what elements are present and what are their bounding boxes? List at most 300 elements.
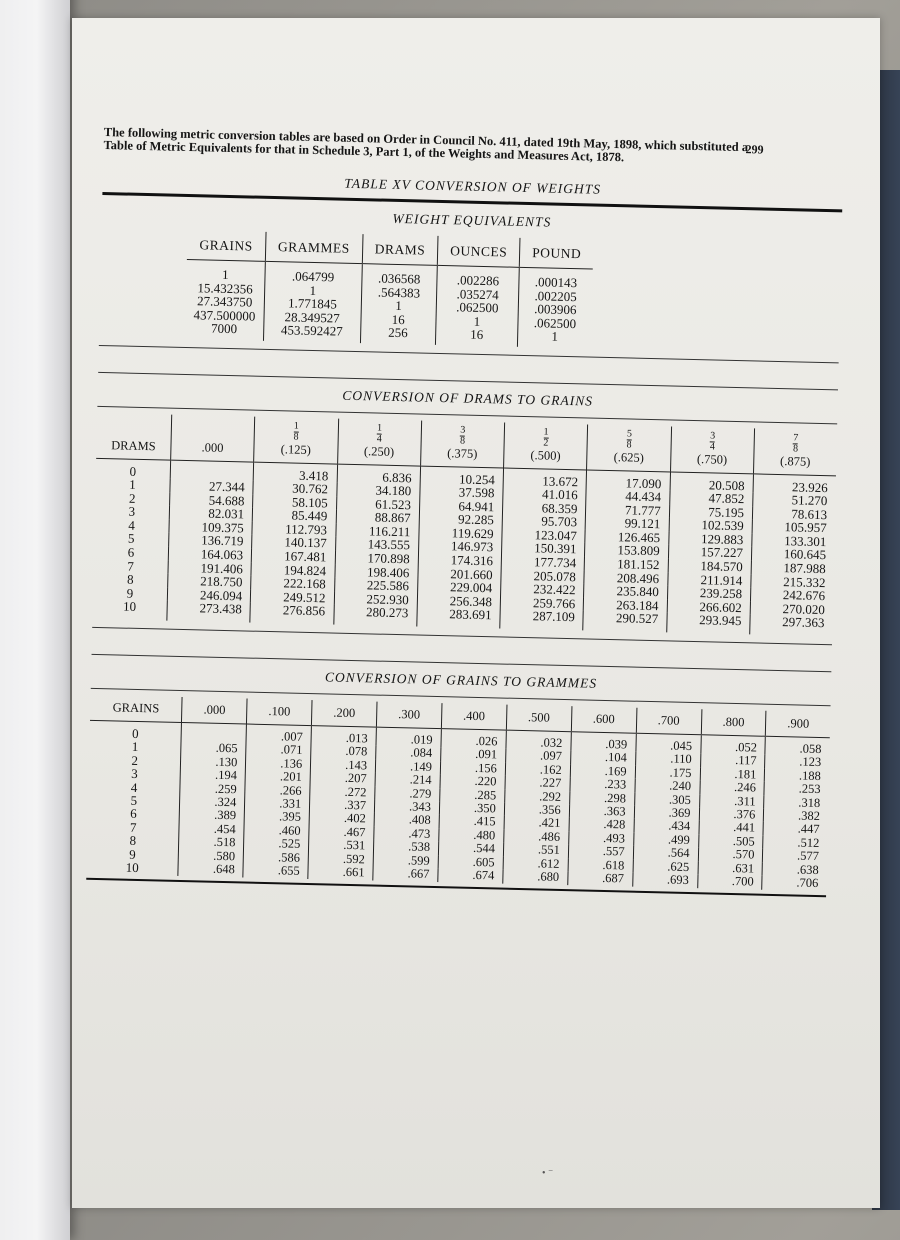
col-header: POUND xyxy=(519,238,593,269)
equivalent-value: 7000 xyxy=(210,320,238,337)
column-header: .200 xyxy=(312,700,377,727)
equivalent-value: .000143 xyxy=(534,274,578,291)
table-cell: .480 xyxy=(439,828,504,843)
equivalent-value: .002286 xyxy=(456,272,500,289)
table-cell: 13.672 xyxy=(503,468,587,489)
table-cell: .272 xyxy=(310,785,375,800)
table-cell: .605 xyxy=(438,855,503,870)
weight-equivalents-heading: WEIGHT EQUIVALENTS xyxy=(392,210,552,230)
decimal-label: (.500) xyxy=(530,447,561,463)
table-cell: .700 xyxy=(697,874,762,889)
table-cell: 92.285 xyxy=(419,512,503,528)
table-cell: 164.063 xyxy=(168,547,252,563)
table-cell: .551 xyxy=(503,843,568,858)
table-cell: 153.809 xyxy=(585,543,669,559)
table-cell: .058 xyxy=(765,736,830,756)
table-cell: 34.180 xyxy=(336,483,420,499)
table-cell: 6.836 xyxy=(337,464,421,485)
table-cell: .525 xyxy=(244,837,309,852)
table-cell: .687 xyxy=(567,871,632,886)
decimal-label: (.250) xyxy=(363,443,395,459)
table-cell: .201 xyxy=(245,770,310,785)
table-cell: .538 xyxy=(373,840,438,855)
table-cell: .544 xyxy=(438,841,503,856)
table-cell: 266.602 xyxy=(667,599,751,615)
table-cell: 61.523 xyxy=(336,496,420,512)
key-column-header: GRAINS xyxy=(90,695,182,723)
decimal-label: (.625) xyxy=(613,449,645,465)
row-key: 5 xyxy=(127,531,135,547)
fraction-label xyxy=(293,421,298,442)
table-cell: 20.508 xyxy=(670,471,754,492)
table-cell: .369 xyxy=(634,806,699,821)
table-cell: 109.375 xyxy=(169,520,253,536)
equivalent-value: 1 xyxy=(551,328,559,344)
table-cell: .499 xyxy=(633,833,698,848)
equivalent-value: .002205 xyxy=(534,287,577,304)
table-cell: .447 xyxy=(763,822,827,837)
table-cell: 252.930 xyxy=(334,591,418,607)
table-cell: .110 xyxy=(635,752,700,767)
equivalent-value: 1 xyxy=(395,297,403,314)
table-cell: .123 xyxy=(765,755,829,770)
fraction-denominator: 4 xyxy=(376,433,382,445)
table-cell: 85.449 xyxy=(252,508,336,524)
table-cell: .227 xyxy=(505,776,570,791)
row-key: 5 xyxy=(130,792,138,809)
table-cell: .175 xyxy=(635,766,700,781)
table-cell: 276.856 xyxy=(250,603,334,625)
table-cell: .305 xyxy=(634,792,699,807)
table-cell: .667 xyxy=(373,867,438,882)
row-key: 1 xyxy=(131,739,139,755)
table-cell: .473 xyxy=(374,826,439,841)
equivalent-value: 27.343750 xyxy=(196,293,253,310)
table-cell: 177.734 xyxy=(501,555,585,571)
table-cell: 191.406 xyxy=(168,560,252,576)
fraction-numerator: 1 xyxy=(293,420,299,432)
column-header xyxy=(587,424,671,471)
fraction-label xyxy=(543,427,548,448)
fraction-numerator: 5 xyxy=(626,427,633,440)
equivalent-value: 1 xyxy=(221,266,229,282)
table-cell: 235.840 xyxy=(584,584,668,600)
table-cell: .493 xyxy=(568,831,633,846)
table-cell: 41.016 xyxy=(503,487,587,503)
table-cell: .376 xyxy=(699,807,764,822)
table-cell: .169 xyxy=(570,764,635,779)
equivalents-column xyxy=(263,261,362,342)
table-cell: 290.527 xyxy=(583,611,667,633)
table-cell: 232.422 xyxy=(501,582,585,598)
fraction-denominator: 8 xyxy=(459,434,466,447)
equivalent-value: .062500 xyxy=(533,314,577,331)
table-cell: .298 xyxy=(569,791,634,806)
col-header: GRAINS xyxy=(187,230,266,261)
table-cell: .318 xyxy=(764,795,828,810)
equivalents-column xyxy=(360,264,437,345)
table-cell: .512 xyxy=(763,836,827,851)
row-key: 2 xyxy=(128,490,136,506)
table-cell: 280.273 xyxy=(333,605,417,627)
intro-paragraph xyxy=(103,126,763,168)
table-cell: 256.348 xyxy=(417,593,501,609)
key-column-header: DRAMS xyxy=(96,412,171,459)
table-cell: 3.418 xyxy=(253,462,337,483)
table-cell: .599 xyxy=(373,853,438,868)
table-cell: 205.078 xyxy=(501,568,585,584)
table-cell: .421 xyxy=(504,816,569,831)
table-cell: .117 xyxy=(700,754,765,769)
table-cell: .143 xyxy=(311,758,376,773)
column-header: .300 xyxy=(376,702,441,729)
table-cell: .013 xyxy=(311,726,376,746)
table-cell: .631 xyxy=(698,861,763,876)
table-cell: .486 xyxy=(504,829,569,844)
table-cell: .592 xyxy=(308,852,373,867)
table-cell: 160.645 xyxy=(751,547,834,563)
table-cell: .356 xyxy=(504,803,569,818)
column-header xyxy=(254,416,338,463)
fraction-label xyxy=(377,423,382,444)
table-cell: 129.883 xyxy=(668,531,752,547)
table-cell: .220 xyxy=(440,774,505,789)
table-title: TABLE XV CONVERSION OF WEIGHTS xyxy=(344,175,602,197)
equivalent-value: 16 xyxy=(470,326,484,342)
table-cell: .292 xyxy=(504,789,569,804)
table-cell: 287.109 xyxy=(500,609,584,631)
table-cell: 170.898 xyxy=(335,551,419,567)
table-cell: 211.914 xyxy=(667,572,751,588)
row-key: 9 xyxy=(129,846,136,862)
fraction-denominator: 8 xyxy=(792,442,799,454)
table-cell: 283.691 xyxy=(417,607,501,629)
table-cell: 95.703 xyxy=(502,514,586,530)
column-header: .000 xyxy=(182,697,247,724)
table-cell: .382 xyxy=(764,809,828,824)
table-cell: 123.047 xyxy=(502,527,586,543)
fraction-denominator: 8 xyxy=(626,438,632,451)
decimal-label: .000 xyxy=(201,439,224,455)
table-cell: .680 xyxy=(503,870,568,885)
table-cell: 44.434 xyxy=(586,489,670,505)
equivalent-value: .062500 xyxy=(456,299,499,316)
page-content xyxy=(86,126,844,897)
table-cell: 102.539 xyxy=(669,518,753,534)
column-header: .900 xyxy=(766,711,831,738)
table-cell: 270.020 xyxy=(750,601,833,617)
table-cell: .311 xyxy=(699,794,764,809)
table-cell: .557 xyxy=(568,844,633,859)
table-cell: 246.094 xyxy=(167,587,251,603)
equivalent-value: 16 xyxy=(391,311,405,327)
adjacent-page xyxy=(0,0,70,1240)
equivalent-value: 28.349527 xyxy=(284,308,340,326)
equivalent-value: 1 xyxy=(309,282,317,298)
table-cell: .266 xyxy=(245,783,310,798)
table-cell: .518 xyxy=(179,835,244,850)
equivalent-value: 453.592427 xyxy=(280,322,343,339)
table-cell: 187.988 xyxy=(751,560,834,576)
column-header: .800 xyxy=(701,709,766,736)
table-cell: .693 xyxy=(632,873,697,888)
table-cell: .246 xyxy=(699,780,764,795)
equivalent-value: 256 xyxy=(388,324,408,341)
table-cell: .331 xyxy=(245,797,310,812)
column-header: .700 xyxy=(636,708,701,735)
table-cell: .091 xyxy=(441,748,506,763)
table-cell: .032 xyxy=(506,730,571,750)
page-mark: • ⁻ xyxy=(542,1168,554,1179)
table-cell: .531 xyxy=(309,838,374,853)
table-cell: .285 xyxy=(440,788,505,803)
table-cell: .343 xyxy=(374,800,439,815)
table-cell: .434 xyxy=(634,819,699,834)
row-key: 10 xyxy=(125,859,139,876)
table-cell: 99.121 xyxy=(585,516,669,532)
table-cell: 297.363 xyxy=(750,615,833,637)
table-cell: 47.852 xyxy=(669,491,753,507)
table-cell: .019 xyxy=(376,727,441,747)
table-cell: 150.391 xyxy=(502,541,586,557)
table-cell: .130 xyxy=(181,755,246,770)
fraction-denominator: 4 xyxy=(709,440,716,452)
equivalent-value: .036568 xyxy=(377,270,421,287)
table-cell: 215.332 xyxy=(751,574,834,590)
table-cell: 119.629 xyxy=(419,525,503,541)
equivalent-value: .003906 xyxy=(534,301,577,318)
table-cell: .026 xyxy=(441,729,506,749)
table-cell: 30.762 xyxy=(253,481,337,497)
table-cell: .078 xyxy=(311,744,376,759)
table-cell: 64.941 xyxy=(419,498,503,514)
row-key: 9 xyxy=(126,585,134,601)
equivalent-value: .064799 xyxy=(291,268,335,285)
table-cell: 222.168 xyxy=(251,576,335,592)
fraction-numerator: 3 xyxy=(710,429,716,441)
table-cell: .467 xyxy=(309,825,374,840)
table-cell: .279 xyxy=(375,786,440,801)
equivalent-value: 15.432356 xyxy=(197,279,253,297)
table-cell: .625 xyxy=(633,859,698,874)
table-cell: 273.438 xyxy=(167,601,251,623)
table-cell: 10.254 xyxy=(420,466,504,487)
table-cell: .428 xyxy=(569,818,634,833)
table-cell: .071 xyxy=(246,743,311,758)
table-cell: .240 xyxy=(635,779,700,794)
table-cell: .363 xyxy=(569,804,634,819)
column-header xyxy=(753,428,837,475)
table-cell: .638 xyxy=(762,862,826,877)
table-cell: 68.359 xyxy=(503,500,587,516)
table-cell: 263.184 xyxy=(584,597,668,613)
table-cell: .674 xyxy=(438,868,503,883)
table-cell: 239.258 xyxy=(667,586,751,602)
col-header: DRAMS xyxy=(362,234,438,265)
table-cell: .337 xyxy=(310,798,375,813)
table-cell: .395 xyxy=(244,810,309,825)
table-cell: 37.598 xyxy=(420,485,504,501)
table-cell: 27.344 xyxy=(170,479,254,495)
page-number: 299 xyxy=(745,142,764,157)
table-cell: .460 xyxy=(244,823,309,838)
row-key: 6 xyxy=(130,806,137,822)
table-cell: .648 xyxy=(178,862,243,877)
table-cell: .564 xyxy=(633,846,698,861)
grains-to-grammes-table xyxy=(86,695,830,891)
equivalent-value: .564383 xyxy=(377,283,421,300)
fraction-denominator: 2 xyxy=(543,436,549,449)
table-cell: .156 xyxy=(440,761,505,776)
table-cell: .706 xyxy=(762,876,826,891)
table-cell: 229.004 xyxy=(417,580,501,596)
table-cell xyxy=(170,460,254,481)
column-header xyxy=(337,418,421,465)
decimal-label: (.125) xyxy=(280,441,312,457)
table-cell: .577 xyxy=(763,849,827,864)
fraction-label xyxy=(626,429,631,450)
table-cell: .052 xyxy=(700,735,765,755)
table-cell: .194 xyxy=(180,768,245,783)
table-cell: 259.766 xyxy=(500,595,584,611)
table-cell: .570 xyxy=(698,847,763,862)
table-cell: 116.211 xyxy=(335,523,419,539)
table-cell: 242.676 xyxy=(750,588,833,604)
table-cell: .454 xyxy=(179,822,244,837)
table-cell: .045 xyxy=(636,733,701,753)
row-key: 4 xyxy=(128,517,135,533)
table-cell: .259 xyxy=(180,782,245,797)
table-cell: 181.152 xyxy=(585,557,669,573)
row-key: 10 xyxy=(122,599,137,615)
table-cell: 54.688 xyxy=(170,492,254,508)
table-cell: 105.957 xyxy=(752,520,835,536)
table-cell: .618 xyxy=(568,858,633,873)
table-cell: 71.777 xyxy=(586,502,670,518)
table-cell: 23.926 xyxy=(753,473,836,494)
table-cell: 184.570 xyxy=(668,558,752,574)
row-key: 2 xyxy=(131,752,139,768)
equivalent-value: .035274 xyxy=(456,285,499,302)
table-cell: 174.316 xyxy=(418,553,502,569)
column-header xyxy=(420,420,504,467)
table-cell: 194.824 xyxy=(251,562,335,578)
equivalent-value: 437.500000 xyxy=(193,306,256,324)
equivalents-column xyxy=(435,265,519,346)
table-cell: 157.227 xyxy=(668,545,752,561)
row-key: 4 xyxy=(130,779,138,795)
table-cell: 146.973 xyxy=(418,539,502,555)
fraction-numerator: 3 xyxy=(460,423,466,436)
table-cell: .505 xyxy=(698,834,763,849)
weight-equivalents-table xyxy=(185,230,594,348)
table-cell: .007 xyxy=(246,724,311,744)
row-key: 3 xyxy=(128,503,136,520)
table-cell: 225.586 xyxy=(334,578,418,594)
column-header: .600 xyxy=(571,706,636,733)
column-header xyxy=(670,426,754,473)
table-cell: .253 xyxy=(764,782,828,797)
fraction-numerator: 1 xyxy=(376,422,383,434)
table-cell: 58.105 xyxy=(253,494,337,510)
table-cell: .408 xyxy=(374,813,439,828)
table-cell: 112.793 xyxy=(252,521,336,537)
table-cell: 88.867 xyxy=(336,510,420,526)
table-cell: 198.406 xyxy=(334,564,418,580)
table-cell: .097 xyxy=(505,749,570,764)
table-cell: .324 xyxy=(180,795,245,810)
table-cell: .039 xyxy=(571,732,636,752)
drams-to-grains-table xyxy=(92,412,837,636)
row-key: 6 xyxy=(127,544,135,560)
fraction-label xyxy=(793,433,798,454)
table-cell: .580 xyxy=(179,849,244,864)
fraction-numerator: 7 xyxy=(793,431,799,443)
table-cell: .233 xyxy=(570,777,635,792)
row-key: 7 xyxy=(127,558,135,574)
table-cell: .402 xyxy=(309,812,374,827)
table-cell: .065 xyxy=(181,741,246,756)
table-cell: .104 xyxy=(570,751,635,766)
table-cell: .389 xyxy=(180,808,245,823)
col-header: OUNCES xyxy=(437,236,520,267)
decimal-label: (.375) xyxy=(447,445,478,461)
equivalents-column xyxy=(517,267,592,348)
table-cell: .181 xyxy=(700,767,765,782)
column-header xyxy=(504,422,588,469)
grains-to-grammes-heading: CONVERSION OF GRAINS TO GRAMMES xyxy=(324,669,598,691)
row-key: 0 xyxy=(131,725,139,742)
fraction-label xyxy=(710,431,715,452)
table-cell: 82.031 xyxy=(169,506,253,522)
equivalents-column xyxy=(185,259,265,340)
table-cell: .415 xyxy=(439,815,504,830)
table-cell: .136 xyxy=(246,756,311,771)
table-cell: .188 xyxy=(765,769,829,784)
column-header: .500 xyxy=(506,705,571,732)
table-cell: 17.090 xyxy=(586,469,670,490)
fraction-label xyxy=(460,425,465,446)
table-cell: .661 xyxy=(308,865,373,880)
decimal-label: (.875) xyxy=(779,453,811,469)
table-cell: .441 xyxy=(698,821,763,836)
table-cell: 75.195 xyxy=(669,504,753,520)
row-key: 0 xyxy=(129,463,137,479)
row-key: 3 xyxy=(131,766,138,782)
table-cell: .149 xyxy=(375,759,440,774)
intro-text: The following metric conversion tables are based on Order in Council No. 411, dated 19th May, 1898, which substituted a Table of Metric Equivalents for that in Schedule 3, Part 1, of the Weights and Measures Act, 1878. xyxy=(103,125,749,165)
table-cell: 51.270 xyxy=(753,492,836,508)
row-key: 7 xyxy=(129,819,137,835)
row-key: 8 xyxy=(129,833,137,849)
table-cell: .084 xyxy=(376,746,441,761)
table-cell: .207 xyxy=(310,771,375,786)
table-cell: 249.512 xyxy=(251,589,335,605)
table-cell: 293.945 xyxy=(666,613,750,635)
table-cell: 143.555 xyxy=(335,537,419,553)
equivalent-value: 1 xyxy=(473,313,481,329)
table-cell: 208.496 xyxy=(584,570,668,586)
table-cell: .655 xyxy=(243,864,308,879)
column-header: .100 xyxy=(247,699,312,726)
table-cell: 201.660 xyxy=(418,566,502,582)
book-page xyxy=(72,18,880,1208)
table-cell: 218.750 xyxy=(168,574,252,590)
table-cell: 136.719 xyxy=(169,533,253,549)
table-cell: 133.301 xyxy=(752,533,835,549)
decimal-label: (.750) xyxy=(696,451,728,467)
table-cell: 140.137 xyxy=(252,535,336,551)
